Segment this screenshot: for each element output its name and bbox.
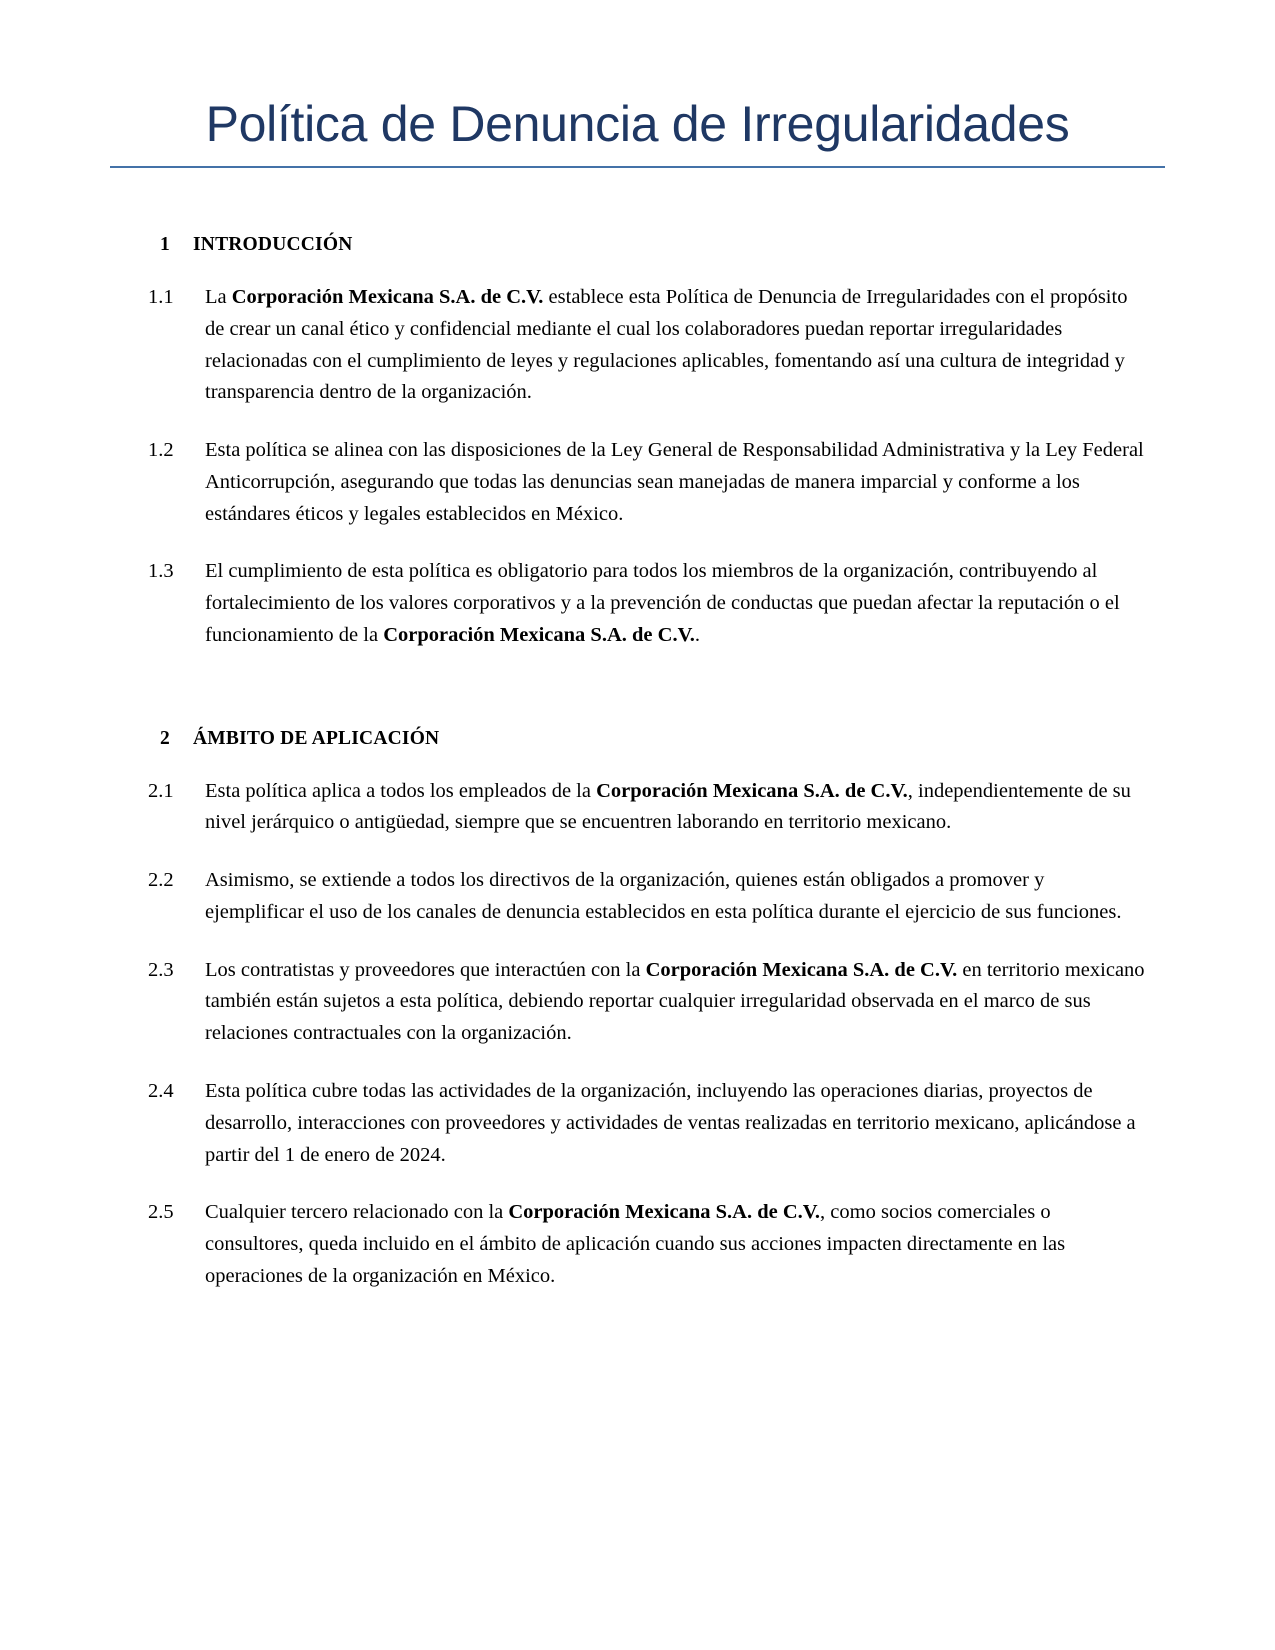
section-2 [148, 728, 1147, 1293]
clause-1.1 [148, 282, 1147, 409]
clause-text: Asimismo, se extiende a todos los directivos de la organización, quienes están obligados a promover y ejemplificar el uso de los canales de denuncia establecidos en esta política durante el ejercicio de sus funciones. [205, 869, 1122, 923]
clause-text: El cumplimiento de esta política es obligatorio para todos los miembros de la organización, contribuyendo al fortalecimiento de los valores corporativos y a la prevención de conductas que puedan afectar la reputación o el funcionamiento de la Corporación Mexicana S.A. de C.V.. [205, 560, 1120, 646]
clause-1.2 [148, 435, 1147, 530]
page-title: Política de Denuncia de Irregularidades [205, 96, 1070, 152]
section-number: 2 [160, 727, 170, 749]
clause-text: Esta política aplica a todos los empleados de la Corporación Mexicana S.A. de C.V., independientemente de su nivel jerárquico o antigüedad, siempre que se encuentren laborando en territorio mexicano. [205, 779, 1131, 834]
section-heading [148, 728, 1147, 750]
company-name: Corporación Mexicana S.A. de C.V. [383, 623, 695, 646]
clause-text: Esta política se alinea con las disposiciones de la Ley General de Responsabilidad Administrativa y la Ley Federal Anticorrupción, asegurando que todas las denuncias sean manejadas de manera imparcial y conforme a los estándares éticos y legales establecidos en México. [205, 439, 1144, 525]
clause-2.3 [148, 955, 1147, 1050]
clause-number: 2.4 [148, 1080, 174, 1103]
clause-2.5 [148, 1197, 1147, 1292]
clause-1.3 [148, 556, 1147, 651]
clause-text: Los contratistas y proveedores que interactúen con la Corporación Mexicana S.A. de C.V. en territorio mexicano también están sujetos a esta política, debiendo reportar cualquier irregularidad observada en el marco de sus relaciones contractuales con la organización. [205, 958, 1145, 1045]
clause-number: 1.1 [148, 286, 174, 308]
clause-text: Esta política cubre todas las actividades de la organización, incluyendo las operaciones diarias, proyectos de desarrollo, interacciones con proveedores y actividades de ventas realizadas en territorio mexicano, aplicándose a partir del 1 de enero de 2024. [205, 1080, 1136, 1166]
clause-number: 2.5 [148, 1201, 174, 1224]
clause-number: 1.2 [148, 439, 174, 462]
document-body [0, 168, 1275, 1293]
section-heading [148, 234, 1147, 256]
company-name: Corporación Mexicana S.A. de C.V. [508, 1201, 821, 1224]
clause-text: Cualquier tercero relacionado con la Corporación Mexicana S.A. de C.V., como socios comerciales o consultores, queda incluido en el ámbito de aplicación cuando sus acciones impacten directamente en las operaciones de la organización en México. [205, 1201, 1066, 1287]
company-name: Corporación Mexicana S.A. de C.V. [645, 958, 958, 981]
section-title: ÁMBITO DE APLICACIÓN [193, 727, 440, 749]
document-title-block [0, 0, 1275, 168]
clause-number: 2.2 [148, 869, 174, 892]
clause-number: 2.1 [148, 779, 174, 802]
clause-2.4 [148, 1076, 1147, 1171]
section-title: INTRODUCCIÓN [193, 234, 353, 255]
clause-number: 1.3 [148, 560, 174, 583]
clause-number: 2.3 [148, 958, 174, 981]
section-number: 1 [160, 234, 170, 255]
section-1 [148, 234, 1147, 652]
company-name: Corporación Mexicana S.A. de C.V. [231, 286, 544, 308]
clause-2.2 [148, 865, 1147, 929]
clause-2.1 [148, 776, 1147, 840]
clause-text: La Corporación Mexicana S.A. de C.V. establece esta Política de Denuncia de Irregularidades con el propósito de crear un canal ético y confidencial mediante el cual los colaboradores puedan reportar irregularidades relacionadas con el cumplimiento de leyes y regulaciones aplicables, fomentando así una cultura de integridad y transparencia dentro de la organización. [205, 286, 1128, 404]
company-name: Corporación Mexicana S.A. de C.V. [596, 779, 908, 802]
